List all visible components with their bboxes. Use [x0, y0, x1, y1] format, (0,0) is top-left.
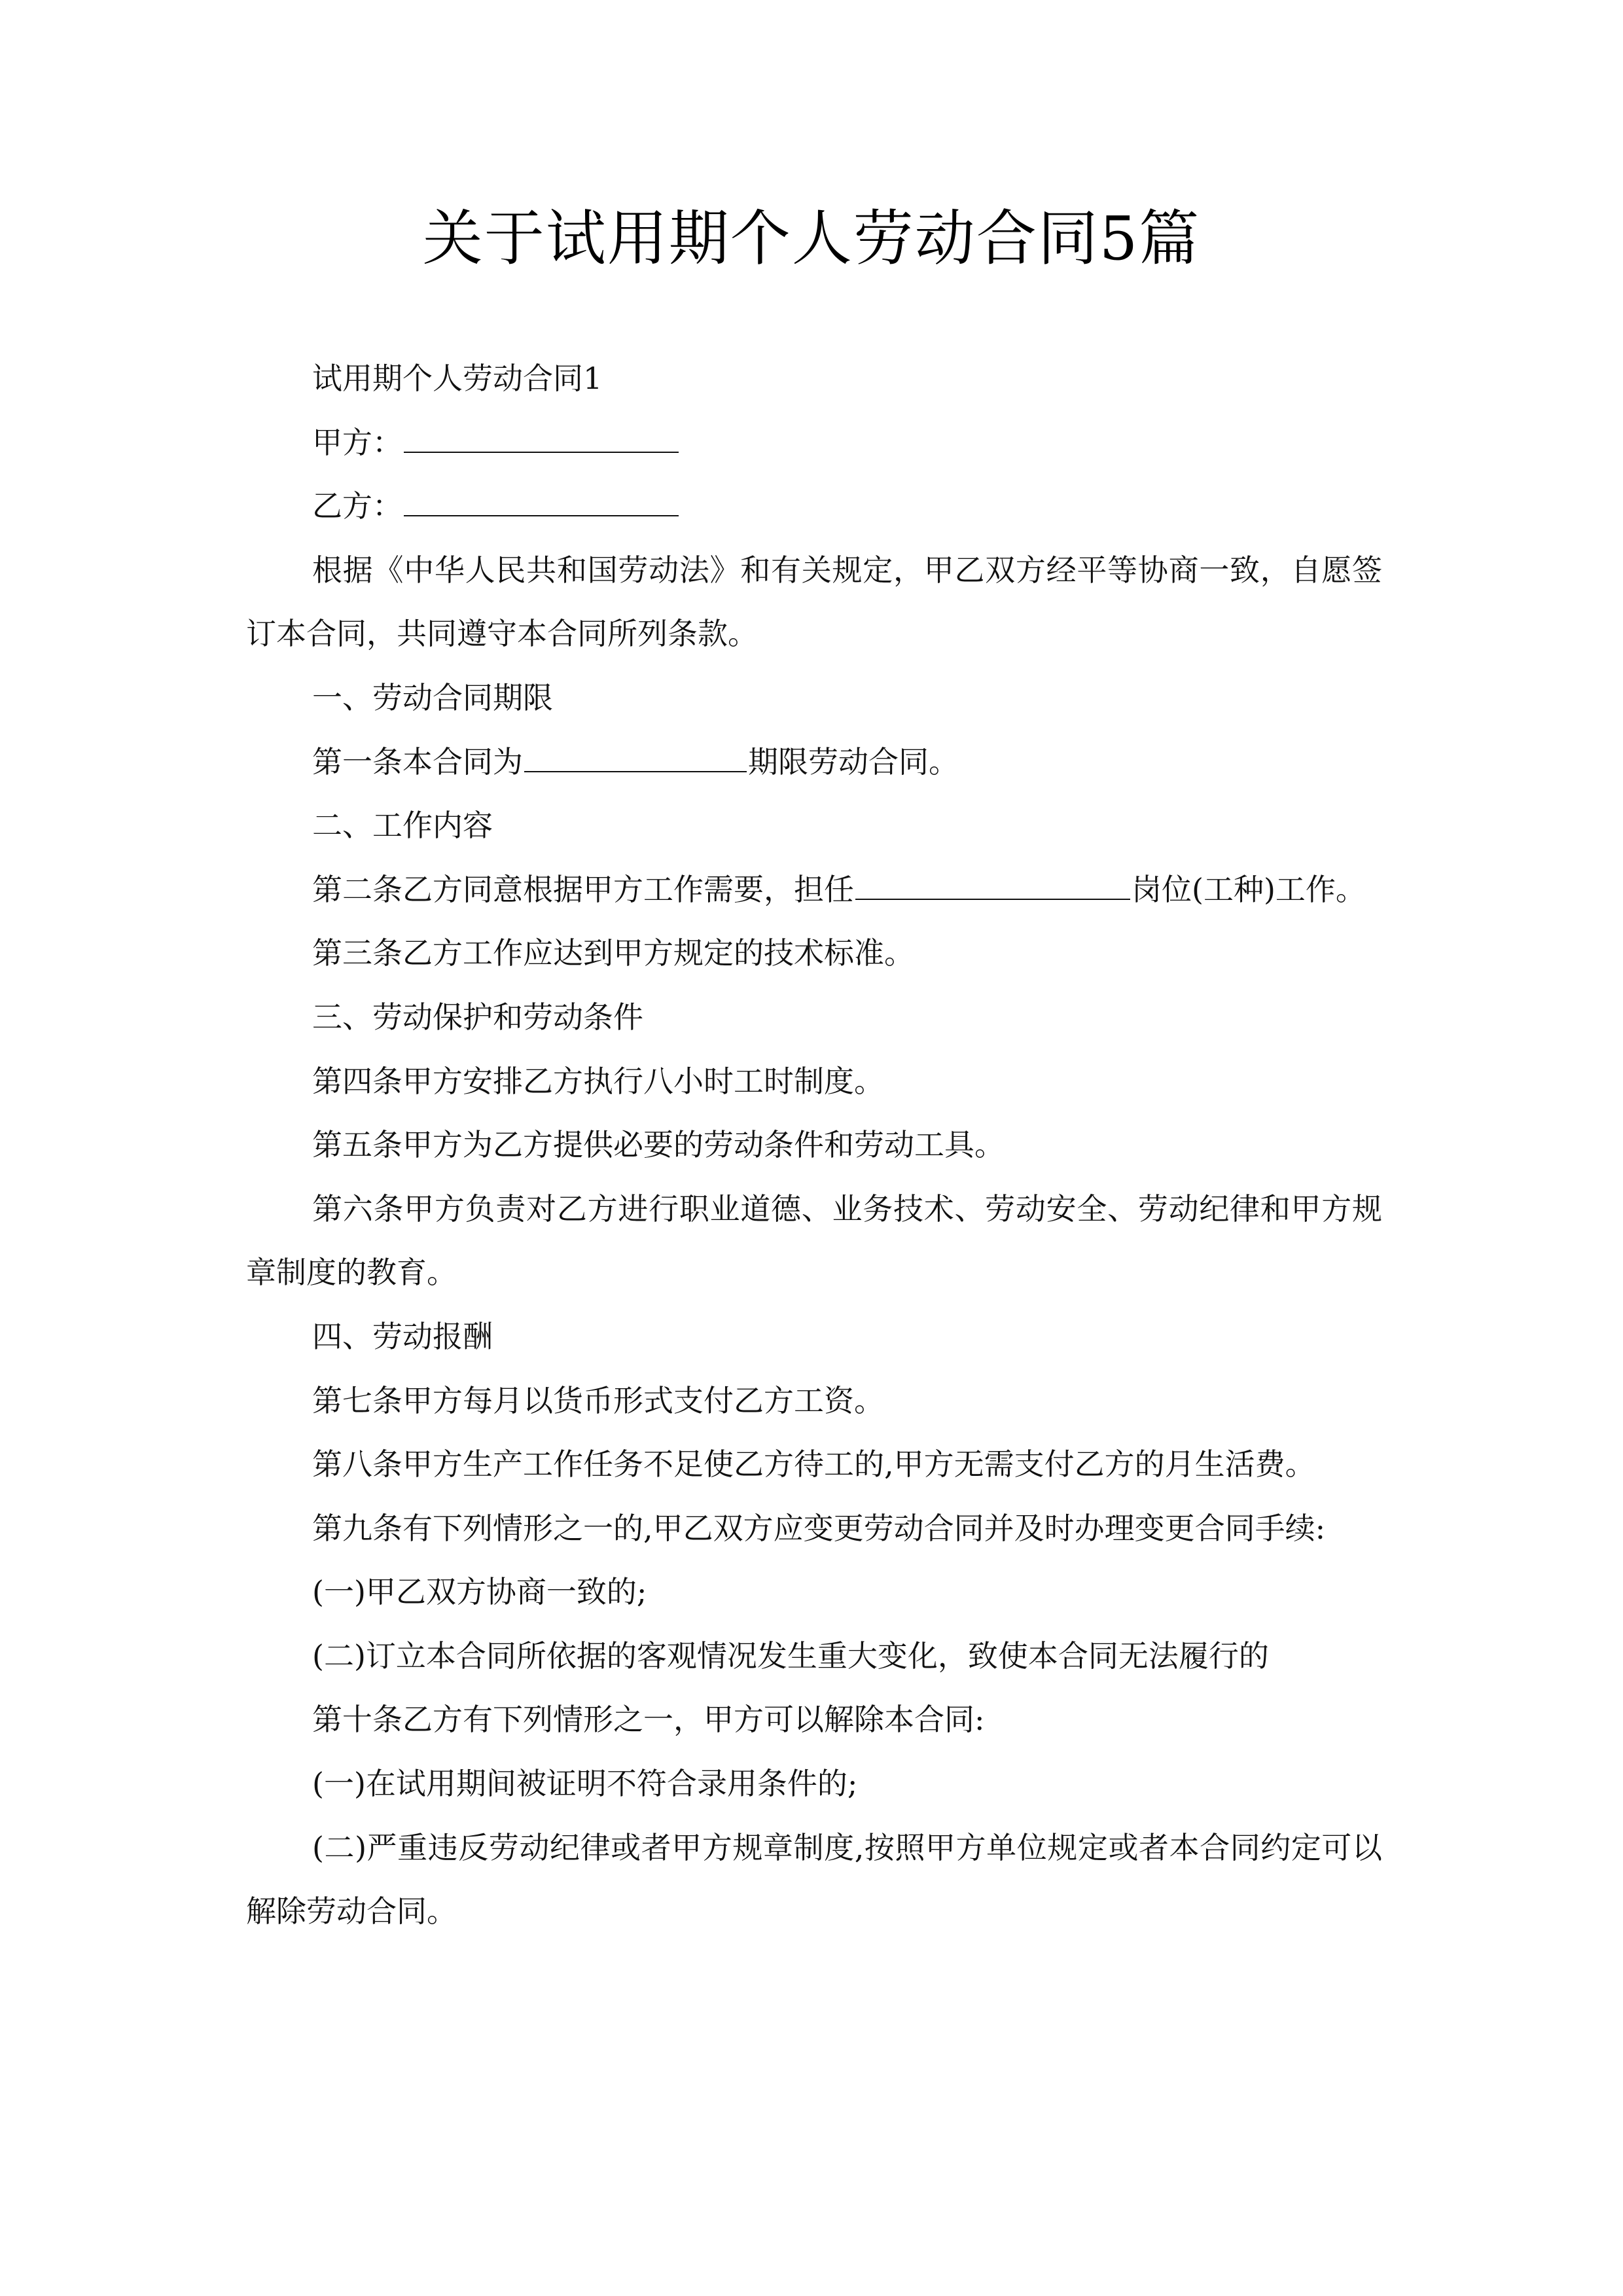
- article-2: [246, 858, 1382, 922]
- intro-paragraph: 根据《中华人民共和国劳动法》和有关规定，甲乙双方经平等协商一致，自愿签订本合同，共同遵守本合同所列条款。: [246, 552, 1382, 652]
- article-5: 第五条甲方为乙方提供必要的劳动条件和劳动工具。: [312, 1127, 1005, 1163]
- article-2-pre: 第二条乙方同意根据甲方工作需要，担任: [312, 871, 854, 907]
- contract-subtitle: 试用期个人劳动合同1: [312, 361, 603, 396]
- section-heading-1: 一、劳动合同期限: [312, 679, 553, 715]
- position-blank: [855, 898, 1130, 900]
- article-10-item-2: (二)严重违反劳动纪律或者甲方规章制度,按照甲方单位规定或者本合同约定可以解除劳动合同。: [246, 1829, 1382, 1929]
- document-title: 关于试用期个人劳动合同5篇: [422, 204, 1201, 274]
- party-b-label: 乙方：: [312, 488, 402, 524]
- party-b-blank: [404, 514, 679, 516]
- article-10-item-1: (一)在试用期间被证明不符合录用条件的;: [312, 1766, 858, 1802]
- party-b-line: [246, 475, 1382, 539]
- article-3: 第三条乙方工作应达到甲方规定的技术标准。: [312, 935, 914, 971]
- article-4: 第四条甲方安排乙方执行八小时工时制度。: [312, 1063, 884, 1099]
- article-1-pre: 第一条本合同为: [312, 744, 523, 780]
- article-9: 第九条有下列情形之一的,甲乙双方应变更劳动合同并及时办理变更合同手续:: [312, 1510, 1326, 1546]
- article-10: 第十条乙方有下列情形之一，甲方可以解除本合同:: [312, 1702, 985, 1738]
- article-8: 第八条甲方生产工作任务不足使乙方待工的,甲方无需支付乙方的月生活费。: [312, 1446, 1315, 1482]
- article-2-post: 岗位(工种)工作。: [1132, 871, 1366, 907]
- article-9-item-2: (二)订立本合同所依据的客观情况发生重大变化，致使本合同无法履行的: [312, 1638, 1269, 1674]
- term-blank: [524, 770, 747, 772]
- section-heading-4: 四、劳动报酬: [312, 1318, 493, 1354]
- article-1-post: 期限劳动合同。: [748, 744, 959, 780]
- party-a-line: [246, 411, 1382, 475]
- article-1: [246, 730, 1382, 795]
- article-9-item-1: (一)甲乙双方协商一致的;: [312, 1574, 647, 1610]
- article-7: 第七条甲方每月以货币形式支付乙方工资。: [312, 1382, 884, 1418]
- section-heading-3: 三、劳动保护和劳动条件: [312, 999, 643, 1035]
- article-6: 第六条甲方负责对乙方进行职业道德、业务技术、劳动安全、劳动纪律和甲方规章制度的教育。: [246, 1191, 1382, 1291]
- party-a-label: 甲方：: [312, 424, 402, 460]
- section-heading-2: 二、工作内容: [312, 808, 493, 844]
- document-body: [246, 347, 1382, 1944]
- party-a-blank: [404, 451, 679, 453]
